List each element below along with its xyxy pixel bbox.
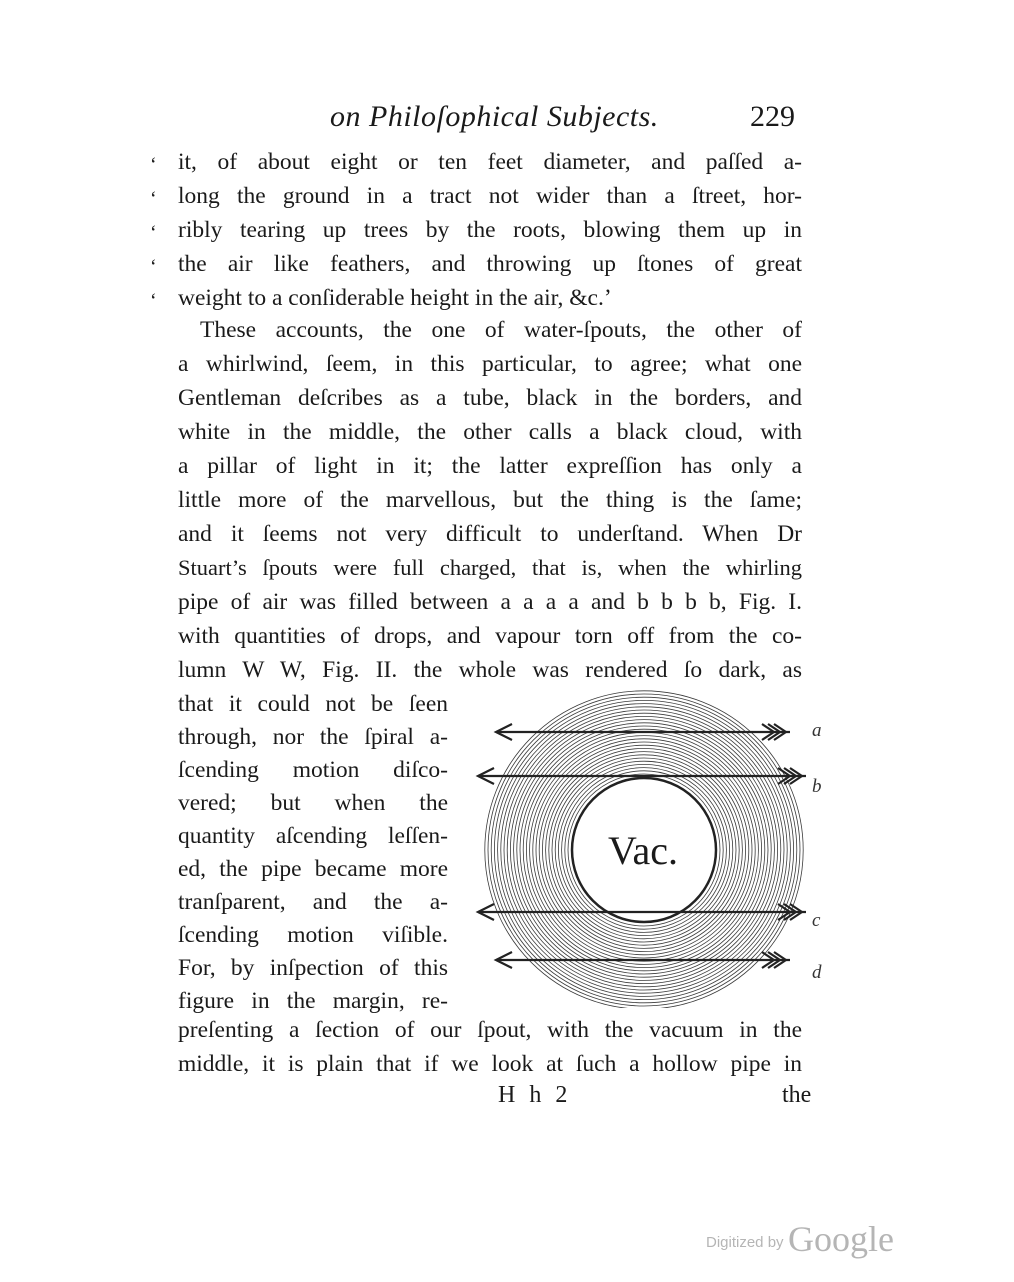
quote-mark: ‘ xyxy=(150,222,157,244)
text-line: ſcending motion diſco- xyxy=(178,757,448,783)
text-line: ſcending motion viſible. xyxy=(178,922,448,948)
text-line: it, of about eight or ten feet diameter, and paſſed a- xyxy=(178,149,802,175)
figure-label-c: c xyxy=(812,910,821,931)
text-line: that it could not be ſeen xyxy=(178,691,448,717)
watermark-prefix: Digitized by xyxy=(706,1234,784,1251)
digitized-watermark xyxy=(706,1218,894,1260)
figure-label-d: d xyxy=(812,962,822,983)
text-line: little more of the marvellous, but the thing is the ſame; xyxy=(178,487,802,513)
text-line: tranſparent, and the a- xyxy=(178,889,448,915)
spout-section-drawing xyxy=(462,688,834,1008)
text-line: Gentleman deſcribes as a tube, black in the borders, and xyxy=(178,385,802,411)
catchword: the xyxy=(782,1082,812,1108)
text-line: and it ſeems not very difficult to underſtand. When Dr xyxy=(178,521,802,547)
text-line: with quantities of drops, and vapour torn off from the co- xyxy=(178,623,802,649)
text-line: long the ground in a tract not wider than a ſtreet, hor- xyxy=(178,183,802,209)
signature-mark: H h 2 xyxy=(498,1082,572,1108)
running-title: on Philoſophical Subjects. xyxy=(330,100,659,133)
text-line: For, by inſpection of this xyxy=(178,955,448,981)
text-line: preſenting a ſection of our ſpout, with the vacuum in the xyxy=(178,1017,802,1043)
text-line: through, nor the ſpiral a- xyxy=(178,724,448,750)
figure-label-a: a xyxy=(812,720,822,741)
paragraph-start-line: These accounts, the one of water-ſpouts, the other of xyxy=(200,317,802,343)
text-line: vered; but when the xyxy=(178,790,448,816)
vacuum-label: Vac. xyxy=(608,828,678,873)
page-number: 229 xyxy=(750,100,795,133)
text-line: a pillar of light in it; the latter expreſſion has only a xyxy=(178,453,802,479)
text-line: lumn W W, Fig. II. the whole was rendered ſo dark, as xyxy=(178,657,802,683)
text-line: pipe of air was filled between a a a a and b b b b, Fig. I. xyxy=(178,589,802,615)
text-line: ed, the pipe became more xyxy=(178,856,448,882)
quote-mark: ‘ xyxy=(150,290,157,312)
text-line: middle, it is plain that if we look at ſuch a hollow pipe in xyxy=(178,1051,802,1077)
text-line: a whirlwind, ſeem, in this particular, to agree; what one xyxy=(178,351,802,377)
quote-mark: ‘ xyxy=(150,188,157,210)
text-line: quantity aſcending leſſen- xyxy=(178,823,448,849)
spout-section-figure xyxy=(462,688,834,1008)
quote-mark: ‘ xyxy=(150,256,157,278)
text-line: Stuart’s ſpouts were full charged, that is, when the whirling xyxy=(178,555,802,580)
text-line: figure in the margin, re- xyxy=(178,988,448,1014)
text-line: weight to a conſiderable height in the air, &c.’ xyxy=(178,285,612,311)
quote-mark: ‘ xyxy=(150,154,157,176)
figure-label-b: b xyxy=(812,776,822,797)
text-line: white in the middle, the other calls a black cloud, with xyxy=(178,419,802,445)
text-line: ribly tearing up trees by the roots, blowing them up in xyxy=(178,217,802,243)
text-line: the air like feathers, and throwing up ſtones of great xyxy=(178,251,802,277)
watermark-brand: Google xyxy=(788,1219,894,1259)
